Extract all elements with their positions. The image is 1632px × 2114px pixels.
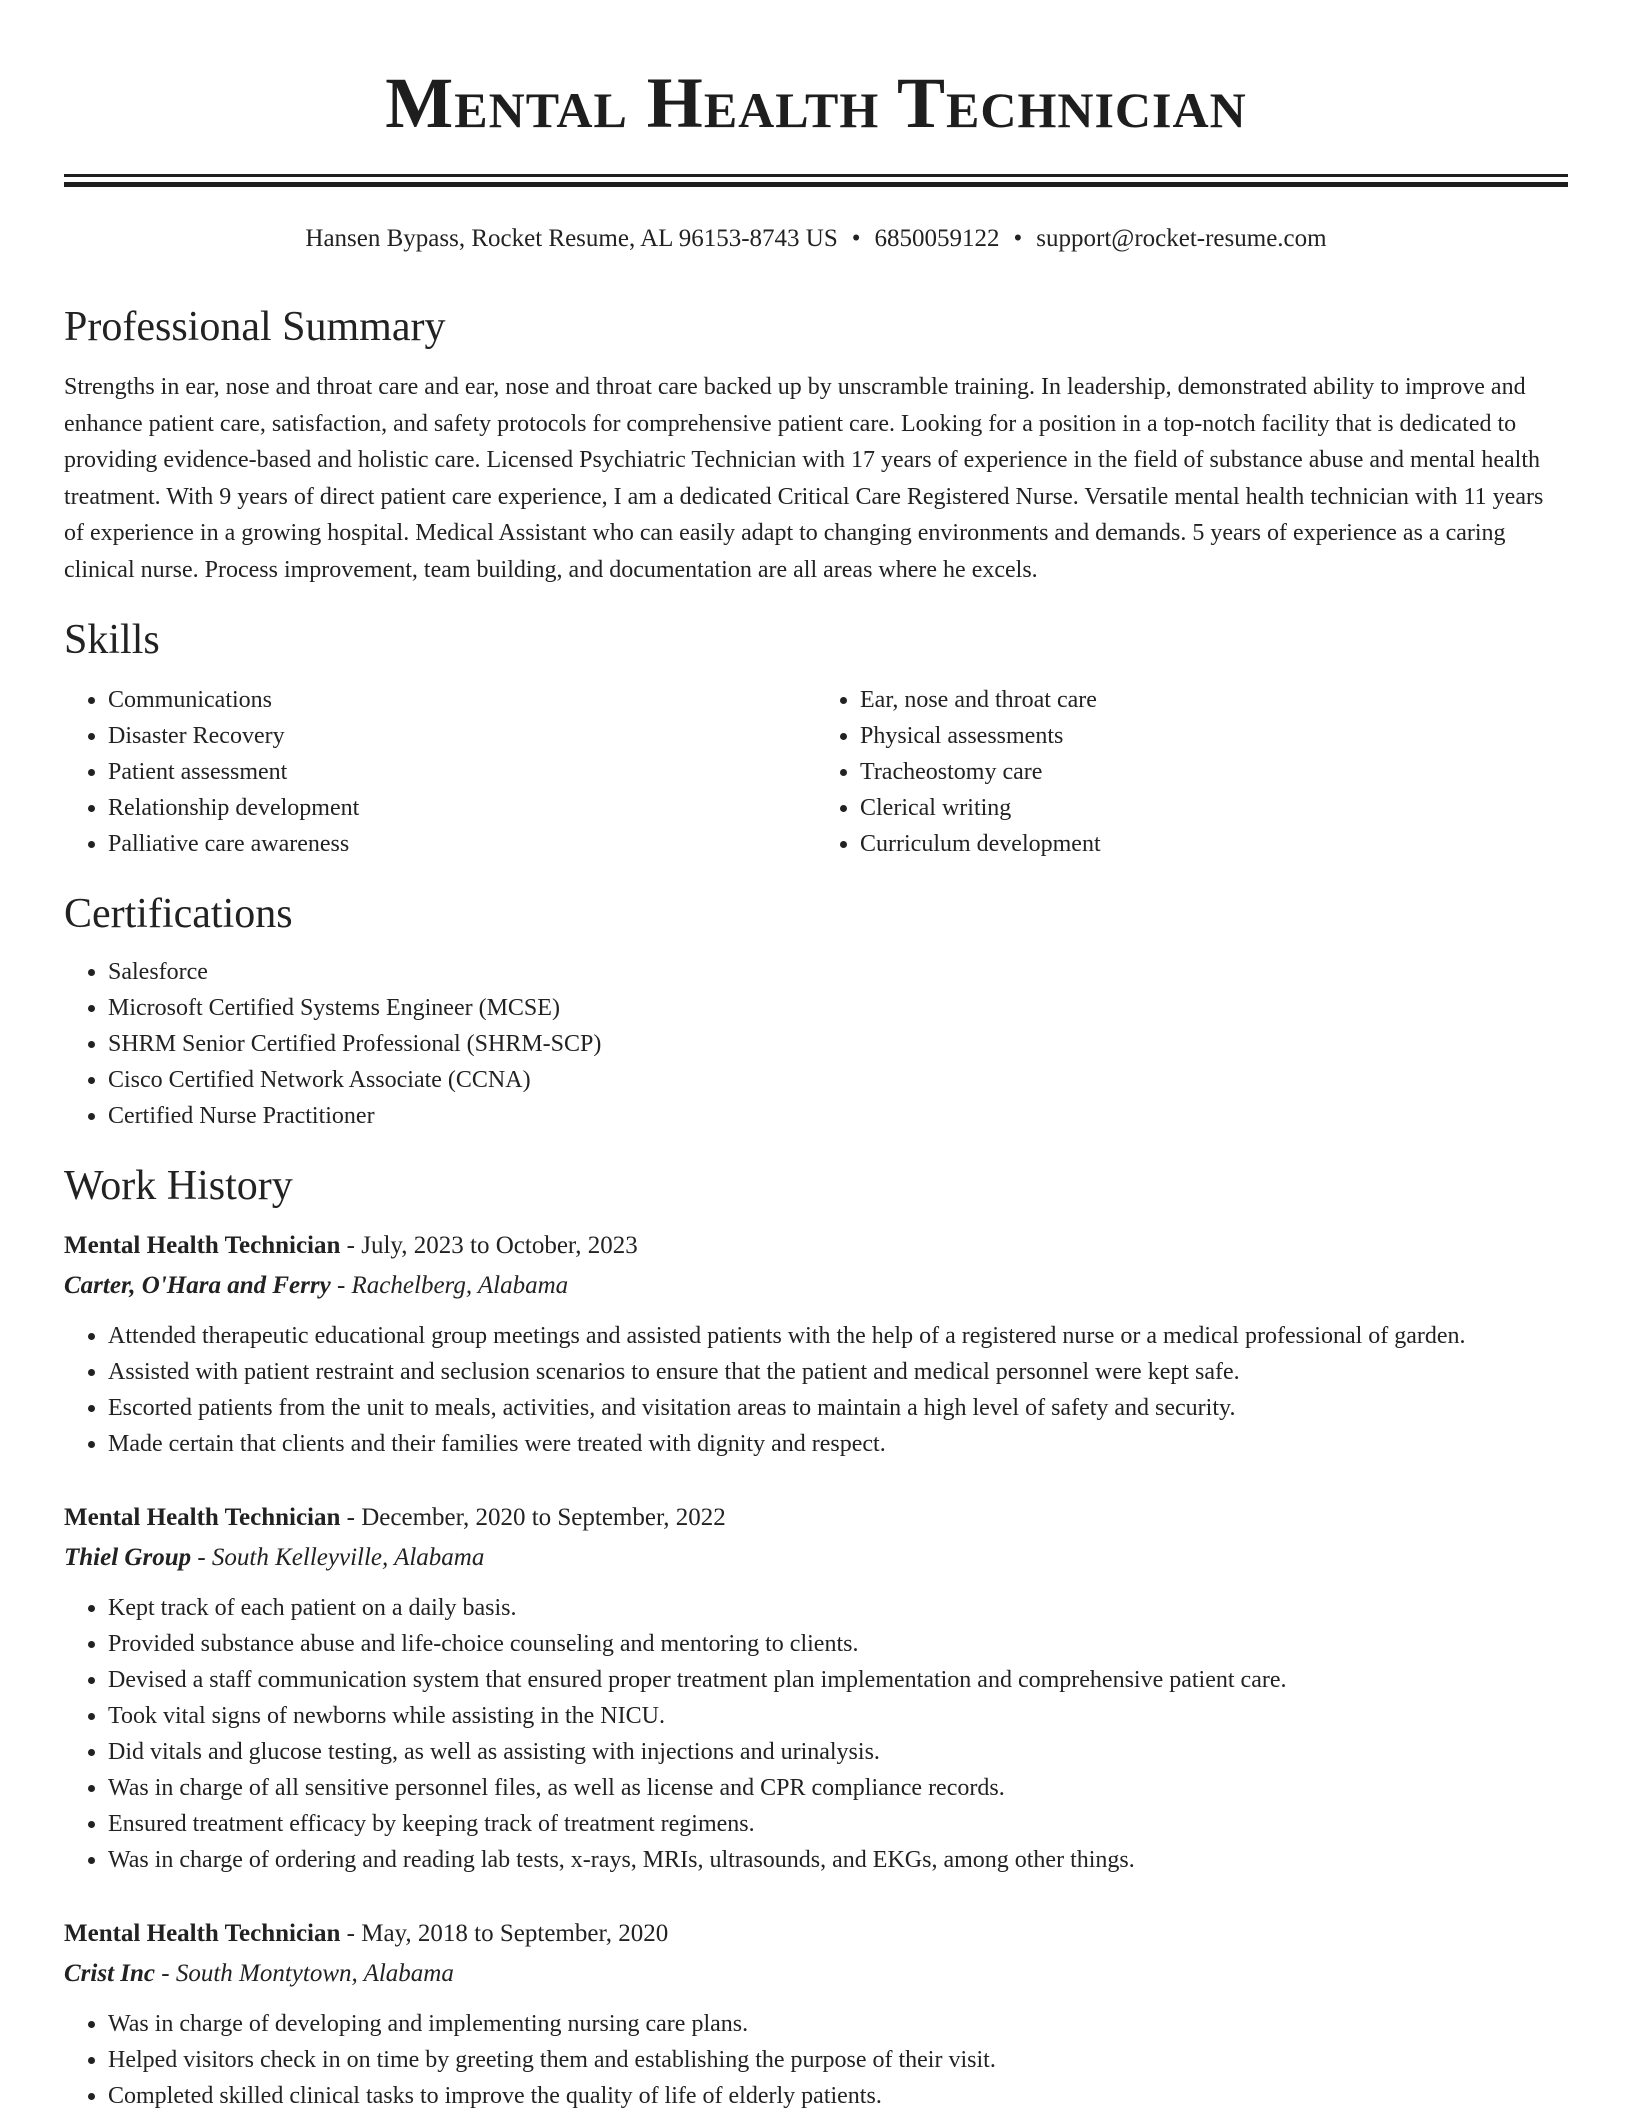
skill-item: • Curriculum development — [860, 826, 1568, 862]
job-duty-item: • Was in charge of all sensitive personnel files, as well as license and CPR compliance records. — [108, 1770, 1568, 1806]
skill-item: • Clerical writing — [860, 790, 1568, 826]
job-duty-item: • Was in charge of ordering and reading lab tests, x-rays, MRIs, ultrasounds, and EKGs, among other things. — [108, 1842, 1568, 1878]
job-duty-item: • Completed skilled clinical tasks to improve the quality of life of elderly patients. — [108, 2078, 1568, 2114]
skill-item: • Ear, nose and throat care — [860, 682, 1568, 718]
job-duties-list — [64, 2006, 1568, 2114]
contact-phone: 6850059122 — [874, 225, 1000, 252]
job-title: Mental Health Technician — [64, 1920, 341, 1947]
job-title-line — [64, 1498, 1568, 1538]
skill-item: • Relationship development — [108, 790, 816, 826]
job-duty-item: • Kept track of each patient on a daily basis. — [108, 1590, 1568, 1626]
contact-separator: • — [851, 225, 861, 252]
job-company: Carter, O'Hara and Ferry — [64, 1272, 331, 1299]
job-duty-item: • Helped visitors check in on time by greeting them and establishing the purpose of their visit. — [108, 2042, 1568, 2078]
section-heading-summary: Professional Summary — [64, 304, 446, 350]
job-duty-item: • Provided substance abuse and life-choice counseling and mentoring to clients. — [108, 1626, 1568, 1662]
certification-item: • SHRM Senior Certified Professional (SHRM-SCP) — [108, 1026, 1568, 1062]
contact-line — [64, 221, 1568, 257]
job-location: - South Kelleyville, Alabama — [191, 1544, 485, 1571]
job-duty-item: • Made certain that clients and their families were treated with dignity and respect. — [108, 1426, 1568, 1462]
job-location: - South Montytown, Alabama — [155, 1960, 454, 1987]
job-company-line — [64, 1954, 1568, 1994]
job-company-line — [64, 1538, 1568, 1578]
job-company: Thiel Group — [64, 1544, 192, 1571]
job-title: Mental Health Technician — [64, 1232, 341, 1259]
job-duties-list — [64, 1590, 1568, 1878]
resume-page — [64, 0, 1568, 2114]
skill-item: • Palliative care awareness — [108, 826, 816, 862]
job-entry — [64, 1226, 1568, 1462]
job-duties-list — [64, 1318, 1568, 1462]
skill-item: • Patient assessment — [108, 754, 816, 790]
section-heading-certifications: Certifications — [64, 891, 293, 937]
title-divider-bottom — [64, 182, 1568, 187]
skills-list-left — [64, 682, 816, 862]
job-dates: - May, 2018 to September, 2020 — [340, 1920, 669, 1947]
skills-list-right — [816, 682, 1568, 862]
job-location: - Rachelberg, Alabama — [330, 1272, 569, 1299]
certification-item: • Cisco Certified Network Associate (CCNA) — [108, 1062, 1568, 1098]
skill-item: • Physical assessments — [860, 718, 1568, 754]
skills-columns — [64, 682, 1568, 862]
job-duty-item: • Took vital signs of newborns while assisting in the NICU. — [108, 1698, 1568, 1734]
job-entry — [64, 1914, 1568, 2114]
skill-item: • Disaster Recovery — [108, 718, 816, 754]
contact-email: support@rocket-resume.com — [1036, 225, 1327, 252]
job-title-line — [64, 1226, 1568, 1266]
job-duty-item: • Attended therapeutic educational group meetings and assisted patients with the help of a registered nurse or a medical professional of garden. — [108, 1318, 1568, 1354]
section-heading-work-history: Work History — [64, 1163, 293, 1209]
page-title: Mental Health Technician — [385, 63, 1247, 143]
job-duty-item: • Ensured treatment efficacy by keeping track of treatment regimens. — [108, 1806, 1568, 1842]
job-title-line — [64, 1914, 1568, 1954]
certification-item: • Salesforce — [108, 954, 1568, 990]
job-duty-item: • Was in charge of developing and implementing nursing care plans. — [108, 2006, 1568, 2042]
job-company-line — [64, 1266, 1568, 1306]
certification-item: • Microsoft Certified Systems Engineer (MCSE) — [108, 990, 1568, 1026]
job-dates: - December, 2020 to September, 2022 — [340, 1504, 726, 1531]
job-duty-item: • Assisted with patient restraint and seclusion scenarios to ensure that the patient and medical personnel were kept safe. — [108, 1354, 1568, 1390]
contact-separator: • — [1013, 225, 1023, 252]
skill-item: • Communications — [108, 682, 816, 718]
job-company: Crist Inc — [64, 1960, 156, 1987]
certifications-list — [64, 954, 1568, 1134]
title-divider-top — [64, 174, 1568, 177]
skill-item: • Tracheostomy care — [860, 754, 1568, 790]
section-heading-skills: Skills — [64, 617, 160, 663]
job-dates: - July, 2023 to October, 2023 — [340, 1232, 638, 1259]
job-duty-item: • Did vitals and glucose testing, as well as assisting with injections and urinalysis. — [108, 1734, 1568, 1770]
job-title: Mental Health Technician — [64, 1504, 341, 1531]
certification-item: • Certified Nurse Practitioner — [108, 1098, 1568, 1134]
job-duty-item: • Devised a staff communication system that ensured proper treatment plan implementation and comprehensive patient care. — [108, 1662, 1568, 1698]
job-duty-item: • Escorted patients from the unit to meals, activities, and visitation areas to maintain a high level of safety and security. — [108, 1390, 1568, 1426]
job-entry — [64, 1498, 1568, 1878]
contact-address: Hansen Bypass, Rocket Resume, AL 96153-8743 US — [305, 225, 838, 252]
summary-text: Strengths in ear, nose and throat care and ear, nose and throat care backed up by unscramble training. In leadership, demonstrated ability to improve and enhance patient care, satisfaction, and safety protocols for comprehensive patient care. Looking for a position in a top-notch facility that is dedicated to providing evidence-based and holistic care. Licensed Psychiatric Technician with 17 years of experience in the field of substance abuse and mental health treatment. With 9 years of direct patient care experience, I am a dedicated Critical Care Registered Nurse. Versatile mental health technician with 11 years of experience in a growing hospital. Medical Assistant who can easily adapt to changing environments and demands. 5 years of experience as a caring clinical nurse. Process improvement, team building, and documentation are all areas where he excels. — [64, 374, 1544, 583]
